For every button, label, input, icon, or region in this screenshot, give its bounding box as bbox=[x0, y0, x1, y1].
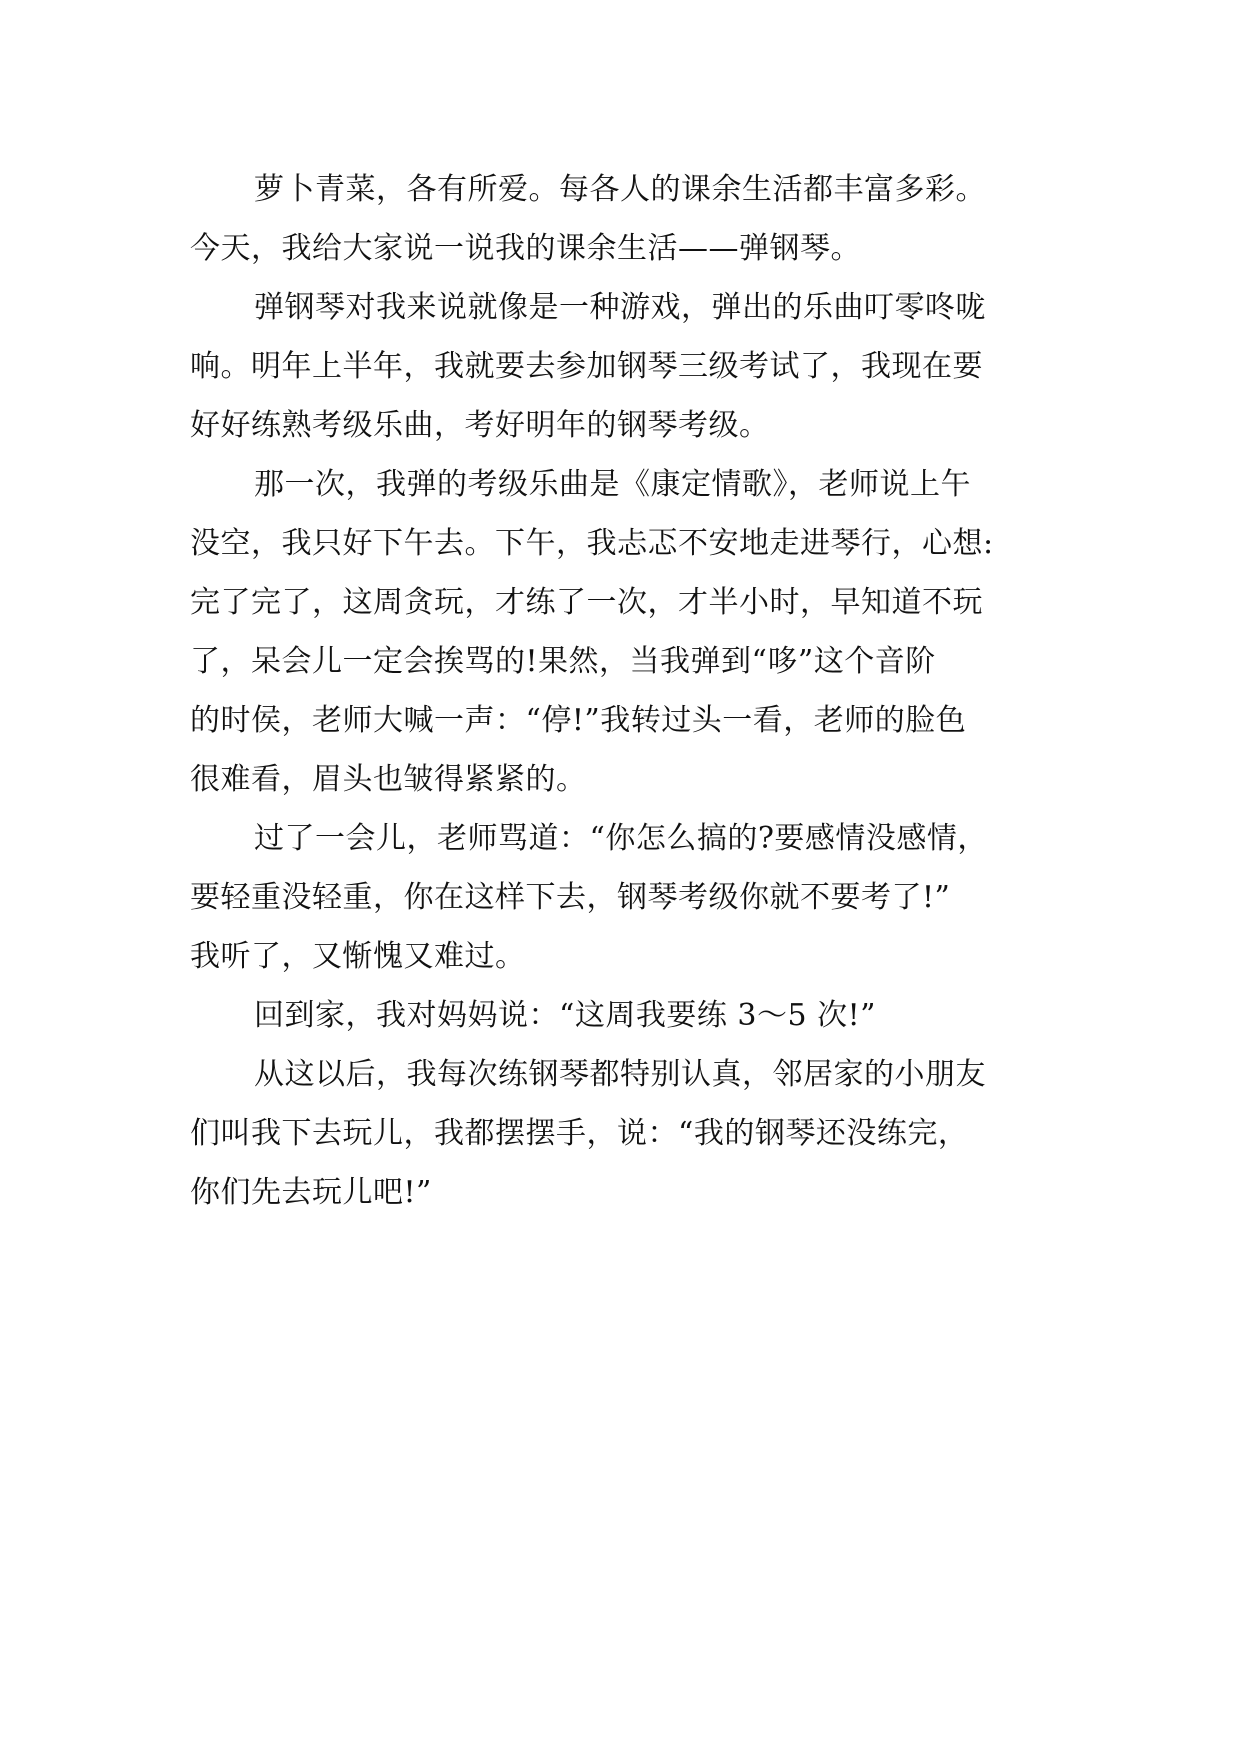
text-line: 没空，我只好下午去。下午，我忐忑不安地走进琴行，心想: bbox=[190, 526, 994, 561]
text-line: 完了完了，这周贪玩，才练了一次，才半小时，早知道不玩 bbox=[190, 585, 983, 620]
text-line: 好好练熟考级乐曲，考好明年的钢琴考级。 bbox=[190, 408, 770, 443]
text-line: 你们先去玩儿吧!” bbox=[190, 1175, 432, 1210]
text-line: 很难看，眉头也皱得紧紧的。 bbox=[190, 762, 587, 797]
text-line: 回到家，我对妈妈说：“这周我要练 3～5 次!” bbox=[254, 998, 876, 1033]
text-line: 萝卜青菜，各有所爱。每各人的课余生活都丰富多彩。 bbox=[254, 172, 986, 207]
document-body bbox=[190, 160, 1050, 1222]
text-line: 要轻重没轻重，你在这样下去，钢琴考级你就不要考了!” bbox=[190, 880, 951, 915]
text-line: 的时侯，老师大喊一声：“停!”我转过头一看，老师的脸色 bbox=[190, 703, 967, 738]
text-line: 我听了，又惭愧又难过。 bbox=[190, 939, 526, 974]
text-line: 响。明年上半年，我就要去参加钢琴三级考试了，我现在要 bbox=[190, 349, 983, 384]
text-line: 那一次，我弹的考级乐曲是《康定情歌》，老师说上午 bbox=[254, 467, 971, 502]
text-line: 们叫我下去玩儿，我都摆摆手，说：“我的钢琴还没练完， bbox=[190, 1116, 969, 1151]
text-line: 了，呆会儿一定会挨骂的!果然，当我弹到“哆”这个音阶 bbox=[190, 644, 936, 679]
text-line: 过了一会儿，老师骂道：“你怎么搞的?要感情没感情， bbox=[254, 821, 988, 856]
text-line: 从这以后，我每次练钢琴都特别认真，邻居家的小朋友 bbox=[254, 1057, 986, 1092]
text-line: 弹钢琴对我来说就像是一种游戏，弹出的乐曲叮零咚咙 bbox=[254, 290, 986, 325]
text-line: 今天，我给大家说一说我的课余生活——弹钢琴。 bbox=[190, 231, 861, 266]
